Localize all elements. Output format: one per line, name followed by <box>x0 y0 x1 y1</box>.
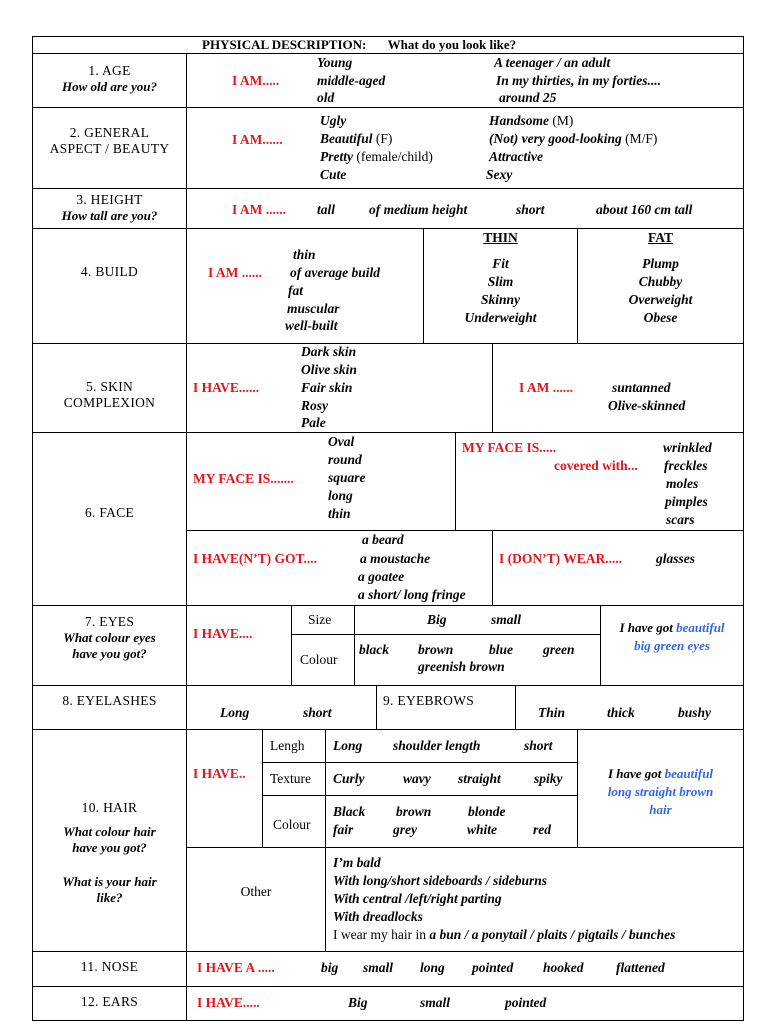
hair-word: fair <box>333 822 354 837</box>
face-covered-lead: covered with... <box>554 458 638 473</box>
row-line <box>32 729 744 730</box>
ears-word: pointed <box>505 995 547 1010</box>
category-question: How tall are you? <box>61 208 158 223</box>
category-question: have you got? <box>72 646 147 661</box>
hair-length-label: Lengh <box>270 738 305 753</box>
skin-divider <box>492 343 493 432</box>
hair-other-line: With central /left/right parting <box>333 891 502 906</box>
build-word: fat <box>288 283 303 298</box>
hair-word: straight <box>458 771 501 786</box>
nose-word: flattened <box>616 960 665 975</box>
hair-example <box>578 765 743 819</box>
height-category <box>33 192 186 224</box>
lashes-category <box>33 693 186 709</box>
row-line <box>32 343 744 344</box>
eyes-word: Big <box>427 612 447 627</box>
beauty-word <box>320 130 392 148</box>
skin-word: Fair skin <box>301 380 353 395</box>
hair-divider <box>262 729 263 847</box>
category-title: 6. FACE <box>84 505 135 520</box>
build-word: well-built <box>285 318 338 333</box>
hair-word: white <box>467 822 498 837</box>
lashes-word: Long <box>220 705 250 720</box>
hair-word: Black <box>333 804 366 819</box>
beauty-word-text: Handsome <box>489 113 550 128</box>
face-is-lead: MY FACE IS..... <box>462 440 557 455</box>
other-plain: I wear my hair in <box>333 927 430 942</box>
category-title: 2. GENERAL <box>69 125 150 140</box>
category-title: 5. SKIN <box>85 379 134 394</box>
brows-word: thick <box>607 705 635 720</box>
face-word: pimples <box>665 494 708 509</box>
table-border-right <box>743 36 744 1020</box>
nose-category <box>33 959 186 975</box>
hair-subrow <box>262 762 577 763</box>
nose-word: hooked <box>543 960 584 975</box>
hair-colour-label: Colour <box>273 817 311 832</box>
example-line <box>578 765 743 783</box>
face-word: a goatee <box>358 569 405 584</box>
row-line <box>32 951 744 952</box>
ears-lead: I HAVE..... <box>197 995 260 1010</box>
age-word: A teenager / an adult <box>494 55 611 70</box>
fat-word: Obese <box>643 310 678 325</box>
brows-divider <box>515 685 516 729</box>
beauty-word-text: Beautiful <box>320 131 373 146</box>
eyes-lead: I HAVE.... <box>193 626 253 641</box>
eyes-divider <box>354 605 355 685</box>
face-word: freckles <box>664 458 708 473</box>
hair-subrow <box>262 795 577 796</box>
beauty-lead: I AM...... <box>232 132 283 147</box>
category-question: What colour hair <box>63 824 156 839</box>
skin-category <box>33 379 186 411</box>
skin-am-lead: I AM ...... <box>519 380 573 395</box>
row-line <box>32 107 744 108</box>
row-line <box>32 432 744 433</box>
age-word: In my thirties, in my forties.... <box>496 73 662 88</box>
eyes-subrow <box>291 634 600 635</box>
hair-word: Long <box>333 738 363 753</box>
eyes-divider <box>291 605 292 685</box>
hair-word: grey <box>393 822 417 837</box>
ears-word: Big <box>348 995 368 1010</box>
thin-word: Underweight <box>464 310 537 325</box>
thin-word: Skinny <box>480 292 521 307</box>
nose-word: long <box>420 960 445 975</box>
row-line <box>32 986 744 987</box>
age-category <box>33 63 186 95</box>
beauty-word: Cute <box>320 167 347 182</box>
category-title: COMPLEXION <box>63 395 156 410</box>
eyes-word: green <box>543 642 575 657</box>
beauty-word: Sexy <box>486 167 513 182</box>
eyes-word: brown <box>418 642 454 657</box>
category-title: ASPECT / BEAUTY <box>49 141 170 156</box>
height-word: about 160 cm tall <box>596 202 693 217</box>
hair-other-line <box>333 926 675 944</box>
build-word: thin <box>293 247 316 262</box>
eyes-word: black <box>359 642 389 657</box>
row-line <box>32 605 744 606</box>
face-word: a short/ long fringe <box>358 587 466 602</box>
face-word: glasses <box>656 551 696 566</box>
category-question: How old are you? <box>62 79 157 94</box>
build-word: muscular <box>287 301 340 316</box>
skin-word: Olive skin <box>301 362 357 377</box>
age-word: Young <box>317 55 353 70</box>
hair-word: shoulder length <box>393 738 481 753</box>
face-category <box>33 505 186 521</box>
beauty-category <box>33 125 186 157</box>
thin-header: THIN <box>483 230 518 245</box>
face-word: long <box>328 488 353 503</box>
category-title: 11. NOSE <box>80 959 139 974</box>
fat-word: Overweight <box>628 292 693 307</box>
title-question: What do you look like? <box>387 37 517 52</box>
fat-header: FAT <box>648 230 673 245</box>
brows-divider <box>376 685 377 729</box>
nose-word: big <box>321 960 339 975</box>
beauty-word <box>489 130 657 148</box>
row-line <box>32 188 744 189</box>
example-highlight: big green eyes <box>634 638 710 653</box>
face-word: a beard <box>362 532 404 547</box>
example-highlight: hair <box>649 802 672 817</box>
eyes-size-label: Size <box>308 612 332 627</box>
beauty-gender: (M) <box>549 113 574 128</box>
face-word: Oval <box>328 434 355 449</box>
hair-other-label <box>187 883 325 901</box>
beauty-gender: (female/child) <box>353 149 433 164</box>
hair-word: short <box>524 738 553 753</box>
hair-subrow <box>186 847 744 848</box>
eyes-colour-label: Colour <box>300 652 338 667</box>
hair-word: spiky <box>534 771 563 786</box>
eyes-word: blue <box>489 642 514 657</box>
brows-word: bushy <box>678 705 712 720</box>
face-word: thin <box>328 506 351 521</box>
hair-word: brown <box>396 804 432 819</box>
row-line <box>32 685 744 686</box>
lashes-word: short <box>303 705 332 720</box>
table-border-bottom <box>32 1020 744 1021</box>
nose-lead: I HAVE A ..... <box>197 960 275 975</box>
category-question: What colour eyes <box>63 630 156 645</box>
height-lead: I AM ...... <box>232 202 286 217</box>
hair-texture-label: Texture <box>270 771 312 786</box>
beauty-word-text: Pretty <box>320 149 353 164</box>
page-title <box>202 36 516 54</box>
age-lead: I AM..... <box>232 73 280 88</box>
category-title: 7. EYES <box>84 614 135 629</box>
example-line <box>601 619 743 637</box>
face-got-lead: I HAVE(N’T) GOT.... <box>193 551 318 566</box>
category-title: 12. EARS <box>80 994 139 1009</box>
beauty-word-text: (Not) very good-looking <box>489 131 622 146</box>
age-word: old <box>317 90 335 105</box>
category-title: 4. BUILD <box>80 264 139 279</box>
nose-word: pointed <box>472 960 514 975</box>
hair-other-line: With dreadlocks <box>333 909 423 924</box>
example-prefix: I have got <box>619 620 677 635</box>
ears-word: small <box>420 995 451 1010</box>
thin-word: Slim <box>487 274 514 289</box>
skin-word: suntanned <box>612 380 671 395</box>
fat-word: Plump <box>642 256 679 271</box>
beauty-gender: (F) <box>372 131 393 146</box>
category-question: have you got? <box>72 840 147 855</box>
thin-word: Fit <box>492 256 509 271</box>
face-divider <box>492 530 493 605</box>
height-word: short <box>516 202 545 217</box>
age-word: around 25 <box>499 90 557 105</box>
example-prefix: I have got <box>607 766 665 781</box>
other-label: Other <box>240 884 272 899</box>
build-word: of average build <box>290 265 380 280</box>
eyes-example <box>601 619 743 655</box>
face-word: round <box>328 452 362 467</box>
skin-word: Rosy <box>301 398 328 413</box>
hair-other-line: With long/short sideboards / sideburns <box>333 873 548 888</box>
category-title: 1. AGE <box>88 63 131 78</box>
hair-lead: I HAVE.. <box>193 766 246 781</box>
beauty-word <box>320 148 433 166</box>
build-category <box>33 264 186 280</box>
face-word: wrinkled <box>663 440 712 455</box>
height-word: of medium height <box>369 202 468 217</box>
build-thin-column <box>424 229 577 327</box>
category-question: What is your hair <box>62 874 157 889</box>
hair-word: blonde <box>468 804 506 819</box>
beauty-word <box>489 112 573 130</box>
fat-word: Chubby <box>638 274 683 289</box>
build-lead: I AM ...... <box>208 265 262 280</box>
eyes-category <box>33 614 186 662</box>
brows-category: 9. EYEBROWS <box>383 693 475 708</box>
build-fat-column <box>578 229 743 327</box>
brows-word: Thin <box>538 705 566 720</box>
face-word: square <box>328 470 366 485</box>
category-title: 8. EYELASHES <box>62 693 157 708</box>
nose-word: small <box>363 960 394 975</box>
row-line <box>186 530 744 531</box>
face-wear-lead: I (DON’T) WEAR..... <box>499 551 623 566</box>
eyes-word: greenish brown <box>418 659 505 674</box>
hair-word: Curly <box>333 771 365 786</box>
height-word: tall <box>317 202 336 217</box>
example-highlight: beautiful <box>664 766 714 781</box>
category-question: like? <box>96 890 123 905</box>
face-word: scars <box>666 512 695 527</box>
skin-word: Olive-skinned <box>608 398 686 413</box>
hair-category <box>33 800 186 906</box>
example-highlight: beautiful <box>676 620 725 635</box>
face-word: moles <box>666 476 699 491</box>
face-word: a moustache <box>360 551 431 566</box>
eyes-word: small <box>491 612 522 627</box>
face-divider <box>455 432 456 530</box>
face-shape-lead: MY FACE IS....... <box>193 471 294 486</box>
beauty-word: Ugly <box>320 113 347 128</box>
skin-word: Pale <box>301 415 326 430</box>
skin-have-lead: I HAVE...... <box>193 380 260 395</box>
hair-word: red <box>533 822 551 837</box>
age-word: middle-aged <box>317 73 386 88</box>
hair-word: wavy <box>403 771 431 786</box>
ears-category <box>33 994 186 1010</box>
title-main: PHYSICAL DESCRIPTION: <box>202 37 367 52</box>
other-bold: a bun / a ponytail / plaits / pigtails / bunches <box>429 927 676 942</box>
category-title: 10. HAIR <box>81 800 138 815</box>
beauty-gender: (M/F) <box>621 131 658 146</box>
skin-word: Dark skin <box>301 344 357 359</box>
example-highlight: long straight brown <box>607 784 714 799</box>
hair-other-line: I’m bald <box>333 855 381 870</box>
category-divider <box>186 53 187 1020</box>
category-title: 3. HEIGHT <box>76 192 143 207</box>
beauty-word: Attractive <box>489 149 543 164</box>
